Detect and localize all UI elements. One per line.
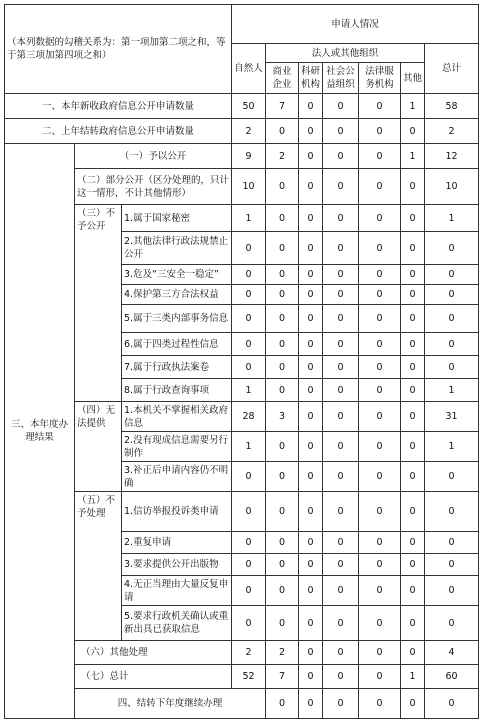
application-stats-table bbox=[4, 4, 479, 719]
cell: 0 bbox=[401, 554, 425, 576]
cell: 0 bbox=[425, 606, 479, 641]
cell: 0 bbox=[299, 606, 323, 641]
cell: 0 bbox=[401, 492, 425, 532]
cell: 0 bbox=[266, 492, 299, 532]
cell: 0 bbox=[323, 665, 359, 689]
new-applications-label: 一、本年新收政府信息公开申请数量 bbox=[5, 94, 232, 119]
group-label: （三）不予公开 bbox=[75, 205, 122, 402]
cell: 58 bbox=[425, 94, 479, 119]
cell: 1 bbox=[232, 379, 266, 402]
cell: 0 bbox=[266, 305, 299, 333]
cell: 0 bbox=[359, 554, 401, 576]
cell: 0 bbox=[299, 554, 323, 576]
cell: 0 bbox=[323, 119, 359, 144]
row-label: 4.无正当理由大量反复申请 bbox=[122, 576, 232, 606]
cell: 0 bbox=[323, 689, 359, 719]
cell: 0 bbox=[266, 265, 299, 285]
cell: 0 bbox=[401, 532, 425, 554]
cell: 2 bbox=[425, 119, 479, 144]
cell: 31 bbox=[425, 402, 479, 432]
cell: 0 bbox=[401, 641, 425, 665]
cell: 0 bbox=[359, 492, 401, 532]
cell: 0 bbox=[425, 305, 479, 333]
cell: 0 bbox=[323, 232, 359, 265]
cell: 0 bbox=[359, 305, 401, 333]
cell: 0 bbox=[401, 305, 425, 333]
row-label: 1.信访举报投诉类申请 bbox=[122, 492, 232, 532]
cell: 0 bbox=[425, 576, 479, 606]
cell: 10 bbox=[232, 169, 266, 205]
cell: 0 bbox=[425, 285, 479, 305]
cell: 0 bbox=[323, 554, 359, 576]
social-header: 社会公益组织 bbox=[323, 63, 359, 94]
cell: 0 bbox=[401, 402, 425, 432]
cell: 0 bbox=[299, 379, 323, 402]
row-label: （二）部分公开（区分处理的，只计这一情形，不计其他情形） bbox=[75, 169, 232, 205]
cell: 0 bbox=[359, 119, 401, 144]
row-label: （七）总计 bbox=[75, 665, 232, 689]
cell: 0 bbox=[299, 356, 323, 379]
cell: 1 bbox=[401, 144, 425, 169]
legal-service-header: 法律服务机构 bbox=[359, 63, 401, 94]
cell: 0 bbox=[299, 432, 323, 462]
cell: 0 bbox=[299, 205, 323, 232]
cell: 0 bbox=[359, 94, 401, 119]
cell: 0 bbox=[359, 379, 401, 402]
cell: 0 bbox=[299, 532, 323, 554]
cell: 0 bbox=[359, 689, 401, 719]
cell: 4 bbox=[425, 641, 479, 665]
group-label: （四）无法提供 bbox=[75, 402, 122, 492]
cell: 0 bbox=[401, 379, 425, 402]
cell: 0 bbox=[266, 606, 299, 641]
cell: 0 bbox=[299, 285, 323, 305]
row-label: 1.本机关不掌握相关政府信息 bbox=[122, 402, 232, 432]
cell: 0 bbox=[266, 379, 299, 402]
row-label: 1.属于国家秘密 bbox=[122, 205, 232, 232]
cell: 0 bbox=[425, 462, 479, 492]
cell: 0 bbox=[323, 305, 359, 333]
relation-note: （本列数据的勾稽关系为：第一项加第二项之和，等于第三项加第四项之和） bbox=[5, 5, 232, 94]
row-label: 2.没有现成信息需要另行制作 bbox=[122, 432, 232, 462]
cell: 0 bbox=[425, 265, 479, 285]
row-label: 6.属于四类过程性信息 bbox=[122, 333, 232, 356]
cell: 2 bbox=[266, 641, 299, 665]
cell: 0 bbox=[323, 356, 359, 379]
cell: 0 bbox=[323, 205, 359, 232]
results-label: 三、本年度办理结果 bbox=[5, 144, 75, 719]
cell: 0 bbox=[299, 169, 323, 205]
cell: 0 bbox=[232, 576, 266, 606]
row-label: 3.补正后申请内容仍不明确 bbox=[122, 462, 232, 492]
cell: 0 bbox=[232, 305, 266, 333]
cell: 0 bbox=[359, 402, 401, 432]
cell: 10 bbox=[425, 169, 479, 205]
cell: 0 bbox=[425, 492, 479, 532]
cell: 0 bbox=[425, 532, 479, 554]
cell: 0 bbox=[266, 119, 299, 144]
natural-person-header: 自然人 bbox=[232, 44, 266, 94]
cell: 0 bbox=[266, 205, 299, 232]
cell: 0 bbox=[266, 232, 299, 265]
cell: 0 bbox=[299, 265, 323, 285]
cell: 0 bbox=[266, 532, 299, 554]
cell: 0 bbox=[401, 356, 425, 379]
cell: 0 bbox=[425, 333, 479, 356]
legal-org-header: 法人或其他组织 bbox=[266, 44, 425, 63]
cell: 0 bbox=[359, 576, 401, 606]
cell: 60 bbox=[425, 665, 479, 689]
cell: 0 bbox=[299, 232, 323, 265]
cell: 0 bbox=[266, 169, 299, 205]
cell: 0 bbox=[323, 265, 359, 285]
cell: 0 bbox=[266, 689, 299, 719]
cell: 0 bbox=[323, 462, 359, 492]
cell: 0 bbox=[401, 205, 425, 232]
cell: 0 bbox=[232, 554, 266, 576]
row-label: 3.危及“三安全一稳定” bbox=[122, 265, 232, 285]
cell: 0 bbox=[299, 689, 323, 719]
cell: 0 bbox=[359, 462, 401, 492]
cell: 0 bbox=[359, 205, 401, 232]
row-label: 8.属于行政查询事项 bbox=[122, 379, 232, 402]
cell: 0 bbox=[401, 432, 425, 462]
cell: 0 bbox=[425, 689, 479, 719]
cell: 7 bbox=[266, 94, 299, 119]
cell: 0 bbox=[359, 641, 401, 665]
cell: 0 bbox=[401, 462, 425, 492]
cell: 0 bbox=[299, 144, 323, 169]
row-label: 5.属于三类内部事务信息 bbox=[122, 305, 232, 333]
cell: 9 bbox=[232, 144, 266, 169]
cell: 0 bbox=[401, 169, 425, 205]
cell: 0 bbox=[266, 576, 299, 606]
cell: 0 bbox=[232, 232, 266, 265]
cell: 0 bbox=[323, 169, 359, 205]
cell: 0 bbox=[266, 333, 299, 356]
cell: 0 bbox=[359, 665, 401, 689]
carried-over-label: 二、上年结转政府信息公开申请数量 bbox=[5, 119, 232, 144]
group-label: （五）不予处理 bbox=[75, 492, 122, 641]
cell: 0 bbox=[359, 285, 401, 305]
cell: 0 bbox=[359, 169, 401, 205]
cell: 0 bbox=[299, 94, 323, 119]
cell: 0 bbox=[299, 305, 323, 333]
cell: 0 bbox=[232, 462, 266, 492]
row-label: 7.属于行政执法案卷 bbox=[122, 356, 232, 379]
cell: 0 bbox=[323, 492, 359, 532]
other-header: 其他 bbox=[401, 63, 425, 94]
cell: 1 bbox=[425, 432, 479, 462]
row-label: 2.其他法律行政法规禁止公开 bbox=[122, 232, 232, 265]
carry-forward-label: 四、结转下年度继续办理 bbox=[75, 689, 266, 719]
row-label: （一）予以公开 bbox=[75, 144, 232, 169]
cell: 0 bbox=[425, 356, 479, 379]
cell: 0 bbox=[401, 119, 425, 144]
cell: 0 bbox=[266, 432, 299, 462]
cell: 0 bbox=[299, 665, 323, 689]
cell: 28 bbox=[232, 402, 266, 432]
cell: 0 bbox=[299, 119, 323, 144]
cell: 1 bbox=[425, 379, 479, 402]
cell: 0 bbox=[232, 606, 266, 641]
cell: 2 bbox=[232, 119, 266, 144]
cell: 0 bbox=[323, 432, 359, 462]
cell: 0 bbox=[232, 265, 266, 285]
cell: 0 bbox=[299, 576, 323, 606]
cell: 0 bbox=[266, 285, 299, 305]
cell: 0 bbox=[323, 94, 359, 119]
cell: 0 bbox=[232, 333, 266, 356]
cell: 0 bbox=[323, 532, 359, 554]
cell: 0 bbox=[401, 285, 425, 305]
cell: 2 bbox=[232, 641, 266, 665]
cell: 12 bbox=[425, 144, 479, 169]
cell: 0 bbox=[401, 232, 425, 265]
cell: 1 bbox=[232, 432, 266, 462]
cell: 2 bbox=[266, 144, 299, 169]
cell: 0 bbox=[425, 554, 479, 576]
cell: 0 bbox=[401, 333, 425, 356]
cell: 0 bbox=[323, 606, 359, 641]
cell: 0 bbox=[232, 285, 266, 305]
cell: 0 bbox=[359, 232, 401, 265]
row-label: 3.要求提供公开出版物 bbox=[122, 554, 232, 576]
cell: 0 bbox=[299, 402, 323, 432]
cell: 0 bbox=[359, 333, 401, 356]
cell: 0 bbox=[323, 641, 359, 665]
cell: 7 bbox=[266, 665, 299, 689]
cell: 0 bbox=[299, 462, 323, 492]
cell: 0 bbox=[323, 144, 359, 169]
cell: 0 bbox=[323, 402, 359, 432]
cell: 0 bbox=[266, 462, 299, 492]
commercial-header: 商业企业 bbox=[266, 63, 299, 94]
cell: 0 bbox=[401, 265, 425, 285]
row-label: （六）其他处理 bbox=[75, 641, 232, 665]
cell: 0 bbox=[323, 379, 359, 402]
cell: 0 bbox=[323, 576, 359, 606]
cell: 0 bbox=[266, 554, 299, 576]
cell: 0 bbox=[299, 492, 323, 532]
applicant-header: 申请人情况 bbox=[232, 5, 479, 44]
cell: 0 bbox=[359, 532, 401, 554]
cell: 50 bbox=[232, 94, 266, 119]
row-label: 5.要求行政机关确认或重新出具已获取信息 bbox=[122, 606, 232, 641]
cell: 0 bbox=[359, 356, 401, 379]
cell: 0 bbox=[266, 356, 299, 379]
cell: 52 bbox=[232, 665, 266, 689]
cell: 0 bbox=[232, 356, 266, 379]
cell: 0 bbox=[299, 641, 323, 665]
cell: 0 bbox=[359, 144, 401, 169]
cell: 0 bbox=[232, 492, 266, 532]
row-label: 2.重复申请 bbox=[122, 532, 232, 554]
cell: 1 bbox=[401, 94, 425, 119]
cell: 0 bbox=[323, 285, 359, 305]
cell: 0 bbox=[323, 333, 359, 356]
cell: 0 bbox=[425, 232, 479, 265]
cell: 1 bbox=[401, 665, 425, 689]
cell: 1 bbox=[232, 205, 266, 232]
cell: 3 bbox=[266, 402, 299, 432]
cell: 1 bbox=[425, 205, 479, 232]
cell: 0 bbox=[232, 532, 266, 554]
cell: 0 bbox=[359, 432, 401, 462]
cell: 0 bbox=[401, 689, 425, 719]
cell: 0 bbox=[401, 606, 425, 641]
cell: 0 bbox=[359, 606, 401, 641]
research-header: 科研机构 bbox=[299, 63, 323, 94]
cell: 0 bbox=[359, 265, 401, 285]
cell: 0 bbox=[299, 333, 323, 356]
row-label: 4.保护第三方合法权益 bbox=[122, 285, 232, 305]
total-header: 总计 bbox=[425, 44, 479, 94]
cell: 0 bbox=[401, 576, 425, 606]
